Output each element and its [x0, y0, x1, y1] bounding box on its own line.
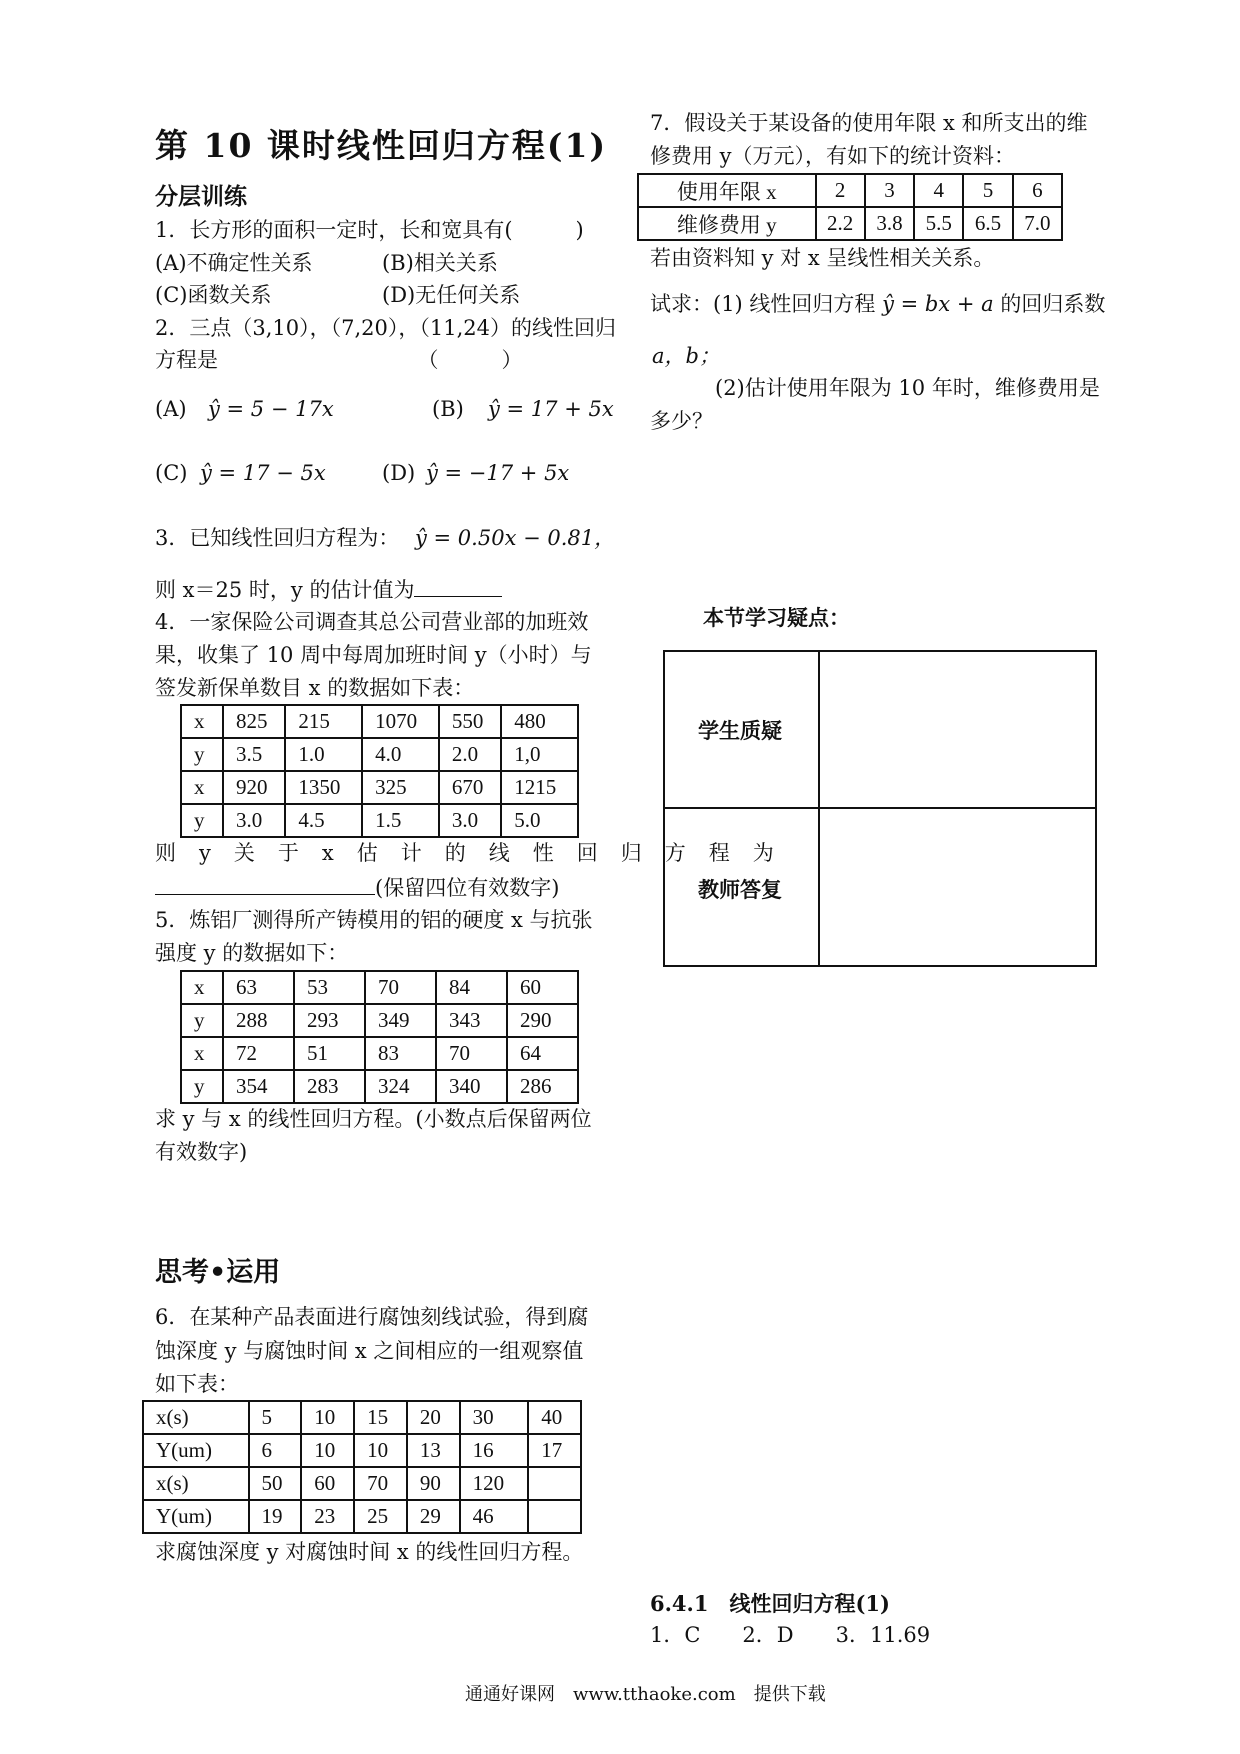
table-cell: 84: [436, 971, 507, 1004]
table-cell: 53: [294, 971, 365, 1004]
table-cell: 10: [301, 1401, 354, 1434]
table-row-header-cell: x: [181, 705, 223, 738]
table-cell: 70: [365, 971, 436, 1004]
q6-line3: 如下表：: [155, 1372, 239, 1396]
table-cell: 63: [223, 971, 294, 1004]
table-cell: 46: [460, 1500, 529, 1533]
q1-stem: 1．长方形的面积一定时，长和宽具有( ): [155, 218, 584, 242]
table-cell: 290: [507, 1004, 578, 1037]
table-cell: 1350: [285, 771, 362, 804]
doubts-heading: 本节学习疑点：: [703, 606, 850, 630]
table-cell: 60: [507, 971, 578, 1004]
table-cell: 480: [501, 705, 578, 738]
table-cell: 3: [865, 174, 914, 207]
q1-option-d: (D)无任何关系: [382, 283, 521, 307]
section-heading-think: 思考•运用: [155, 1257, 281, 1288]
table-row: [638, 174, 1062, 207]
page-footer: 通通好课网 www.tthaoke.com 提供下载: [465, 1684, 826, 1705]
table-cell: 6: [249, 1434, 302, 1467]
q7-ask-prefix: 试求：(1) 线性回归方程: [650, 292, 876, 316]
table-cell: 5: [963, 174, 1012, 207]
table-cell: 7.0: [1013, 207, 1062, 240]
table-cell: 286: [507, 1070, 578, 1103]
q7-line2: 修费用 y（万元），有如下的统计资料：: [650, 144, 1016, 168]
q4-line3: 签发新保单数目 x 的数据如下表：: [155, 676, 475, 700]
table-cell: 2: [816, 174, 865, 207]
table-cell: 2.2: [816, 207, 865, 240]
table-cell: 550: [439, 705, 501, 738]
table-cell: 5.0: [501, 804, 578, 837]
table-row-header-cell: x: [181, 971, 223, 1004]
table-row-header-cell: Y(um): [143, 1434, 249, 1467]
table-cell: 4: [914, 174, 963, 207]
table-cell: 29: [407, 1500, 460, 1533]
table-row: [181, 1070, 578, 1103]
answers-line: 1．C 2．D 3．11.69: [650, 1623, 931, 1647]
table-cell: 215: [285, 705, 362, 738]
table-cell: 20: [407, 1401, 460, 1434]
q4-after-line1: 则 y 关 于 x 估 计 的 线 性 回 归 方 程 为: [155, 841, 775, 865]
table-row-header-cell: 使用年限 x: [638, 174, 816, 207]
table-cell: 5: [249, 1401, 302, 1434]
table-cell: 4.0: [362, 738, 439, 771]
q5-after-line1: 求 y 与 x 的线性回归方程。(小数点后保留两位: [155, 1107, 592, 1131]
table-cell: 1070: [362, 705, 439, 738]
table-row-header-cell: x(s): [143, 1467, 249, 1500]
table-cell: 3.8: [865, 207, 914, 240]
q6-after: 求腐蚀深度 y 对腐蚀时间 x 的线性回归方程。: [155, 1540, 584, 1564]
table-cell: 72: [223, 1037, 294, 1070]
q7-data-table: [637, 173, 1063, 241]
q2-option-b-equation: ŷ = 17 + 5x: [488, 397, 614, 421]
q3-equation: ŷ = 0.50x − 0.81，: [415, 526, 616, 550]
q7-ask-equation: ŷ = bx + a: [882, 292, 994, 316]
table-cell: [528, 1467, 581, 1500]
q4-data-table: [180, 704, 579, 838]
table-cell: 60: [301, 1467, 354, 1500]
table-cell: 70: [354, 1467, 407, 1500]
q3-stem: 3．已知线性回归方程为：: [155, 526, 400, 550]
table-row: [181, 1037, 578, 1070]
q3-question: [155, 574, 502, 605]
table-cell: [528, 1500, 581, 1533]
table-cell: 90: [407, 1467, 460, 1500]
table-cell: 283: [294, 1070, 365, 1103]
table-cell: 83: [365, 1037, 436, 1070]
table-cell: 920: [223, 771, 285, 804]
table-row-header-cell: x: [181, 1037, 223, 1070]
q4-line2: 果，收集了 10 周中每周加班时间 y（小时）与: [155, 643, 592, 667]
q2-option-b-label: (B): [432, 397, 464, 421]
table-cell: 13: [407, 1434, 460, 1467]
table-cell: 70: [436, 1037, 507, 1070]
table-cell: 349: [365, 1004, 436, 1037]
table-cell: 324: [365, 1070, 436, 1103]
doubts-table-divider-horizontal: [665, 807, 1095, 809]
table-row-header-cell: x: [181, 771, 223, 804]
q7-ask-suffix: 的回归系数: [1000, 292, 1106, 316]
table-cell: 5.5: [914, 207, 963, 240]
table-cell: 30: [460, 1401, 529, 1434]
table-cell: 25: [354, 1500, 407, 1533]
table-cell: 16: [460, 1434, 529, 1467]
q2-stem-line2: 方程是 （ ）: [155, 348, 523, 372]
q2-option-c-equation: ŷ = 17 − 5x: [200, 461, 326, 485]
q4-answer-blank: [155, 872, 375, 895]
q7-line1: 7．假设关于某设备的使用年限 x 和所支出的维: [650, 111, 1088, 135]
table-cell: 51: [294, 1037, 365, 1070]
table-row-header-cell: y: [181, 804, 223, 837]
student-question-label: 学生质疑: [698, 719, 782, 743]
table-row: [181, 705, 578, 738]
table-row: [143, 1467, 581, 1500]
table-row: [143, 1434, 581, 1467]
q1-option-a: (A)不确定性关系: [155, 251, 313, 275]
q7-after: 若由资料知 y 对 x 呈线性相关关系。: [650, 246, 995, 270]
q5-data-table: [180, 970, 579, 1104]
q5-after-line2: 有效数字): [155, 1140, 248, 1164]
student-question-field[interactable]: [822, 654, 1093, 806]
q1-option-b: (B)相关关系: [382, 251, 498, 275]
table-cell: 825: [223, 705, 285, 738]
table-row: [143, 1500, 581, 1533]
table-row: [181, 1004, 578, 1037]
q2-option-c-label: (C): [155, 461, 188, 485]
table-row: [181, 804, 578, 837]
table-row-header-cell: y: [181, 1004, 223, 1037]
table-cell: 6: [1013, 174, 1062, 207]
q7-ask3: 多少？: [650, 409, 713, 433]
q1-option-c: (C)函数关系: [155, 283, 272, 307]
table-cell: 340: [436, 1070, 507, 1103]
table-cell: 15: [354, 1401, 407, 1434]
q7-ask-vars: a，b；: [652, 344, 720, 368]
table-cell: 120: [460, 1467, 529, 1500]
table-row: [638, 207, 1062, 240]
q5-line2: 强度 y 的数据如下：: [155, 941, 349, 965]
table-cell: 4.5: [285, 804, 362, 837]
q4-precision-note: (保留四位有效数字): [375, 876, 560, 900]
section-heading-layered: 分层训练: [155, 184, 247, 210]
table-row-header-cell: x(s): [143, 1401, 249, 1434]
table-cell: 10: [354, 1434, 407, 1467]
table-cell: 3.0: [439, 804, 501, 837]
q2-option-a-equation: ŷ = 5 − 17x: [208, 397, 334, 421]
teacher-reply-label: 教师答复: [698, 878, 782, 902]
q7-ask: [650, 289, 1105, 319]
table-cell: 17: [528, 1434, 581, 1467]
q3-answer-blank: [414, 574, 502, 597]
table-row-header-cell: y: [181, 1070, 223, 1103]
teacher-reply-field[interactable]: [822, 811, 1093, 963]
table-row: [181, 771, 578, 804]
table-row-header-cell: Y(um): [143, 1500, 249, 1533]
table-row-header-cell: y: [181, 738, 223, 771]
table-cell: 23: [301, 1500, 354, 1533]
table-cell: 50: [249, 1467, 302, 1500]
q4-after-line2: [155, 872, 559, 903]
q2-option-d-label: (D): [382, 461, 416, 485]
table-cell: 1215: [501, 771, 578, 804]
page-title: 第 10 课时线性回归方程(1): [155, 126, 608, 165]
table-cell: 3.0: [223, 804, 285, 837]
q2-option-d-equation: ŷ = −17 + 5x: [426, 461, 570, 485]
table-cell: 10: [301, 1434, 354, 1467]
table-cell: 343: [436, 1004, 507, 1037]
table-cell: 3.5: [223, 738, 285, 771]
q6-data-table: [142, 1400, 582, 1534]
table-cell: 670: [439, 771, 501, 804]
table-cell: 19: [249, 1500, 302, 1533]
table-row-header-cell: 维修费用 y: [638, 207, 816, 240]
q7-ask2: (2)估计使用年限为 10 年时，维修费用是: [715, 376, 1100, 400]
table-cell: 325: [362, 771, 439, 804]
table-cell: 354: [223, 1070, 294, 1103]
answers-heading: 6.4.1 线性回归方程(1): [650, 1591, 890, 1616]
q6-line2: 蚀深度 y 与腐蚀时间 x 之间相应的一组观察值: [155, 1339, 584, 1363]
q6-line1: 6．在某种产品表面进行腐蚀刻线试验，得到腐: [155, 1305, 589, 1329]
table-cell: 6.5: [963, 207, 1012, 240]
q2-option-a-label: (A): [155, 397, 187, 421]
table-row: [143, 1401, 581, 1434]
q3-question-text: 则 x＝25 时，y 的估计值为: [155, 578, 415, 602]
table-cell: 288: [223, 1004, 294, 1037]
doubts-table: [663, 650, 1097, 967]
table-cell: 293: [294, 1004, 365, 1037]
table-row: [181, 738, 578, 771]
q4-line1: 4．一家保险公司调查其总公司营业部的加班效: [155, 610, 589, 634]
table-cell: 1.5: [362, 804, 439, 837]
table-cell: 1.0: [285, 738, 362, 771]
table-cell: 2.0: [439, 738, 501, 771]
q2-stem-line1: 2．三点（3,10），（7,20），（11,24）的线性回归: [155, 316, 616, 340]
table-cell: 40: [528, 1401, 581, 1434]
q5-line1: 5．炼铝厂测得所产铸模用的铝的硬度 x 与抗张: [155, 908, 593, 932]
table-row: [181, 971, 578, 1004]
table-cell: 64: [507, 1037, 578, 1070]
table-cell: 1,0: [501, 738, 578, 771]
